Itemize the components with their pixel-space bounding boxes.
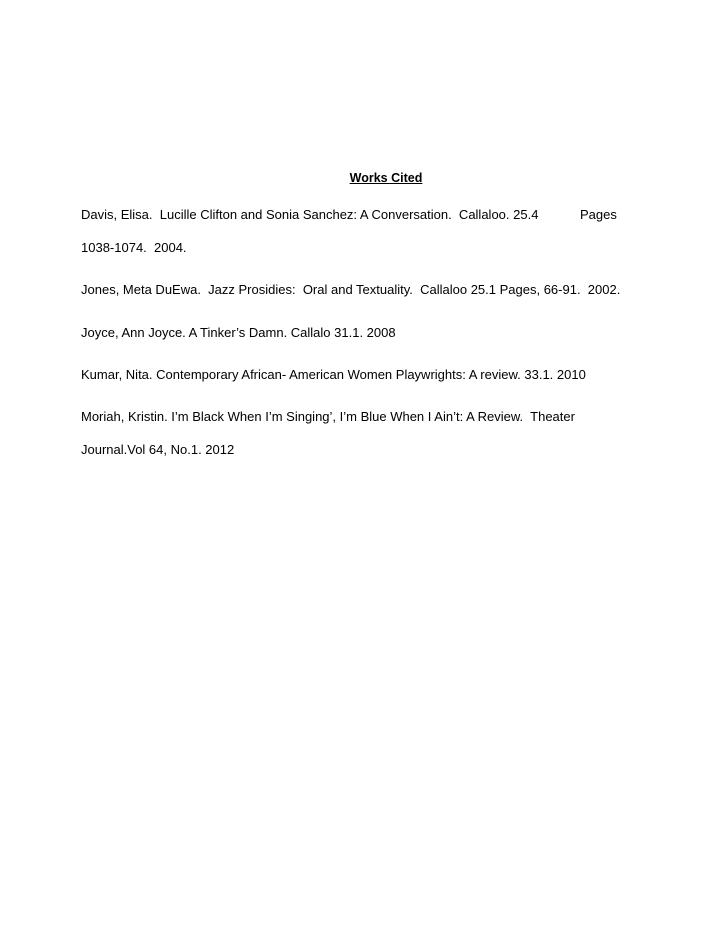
citation-jones: Jones, Meta DuEwa. Jazz Prosidies: Oral and Textuality. Callaloo 25.1 Pages, 66-91. 2002.	[81, 282, 621, 297]
citation-moriah-line-2: Journal.Vol 64, No.1. 2012	[81, 442, 235, 457]
citation-kumar: Kumar, Nita. Contemporary African- American Women Playwrights: A review. 33.1. 2010	[81, 367, 586, 382]
page-title: Works Cited	[349, 171, 423, 185]
citation-davis-line-2: 1038-1074. 2004.	[81, 240, 187, 255]
citation-moriah-line-1: Moriah, Kristin. I’m Black When I’m Singing’, I’m Blue When I Ain’t: A Review. Theater	[81, 409, 575, 424]
citation-joyce: Joyce, Ann Joyce. A Tinker’s Damn. Callalo 31.1. 2008	[81, 325, 396, 340]
citation-davis-line-1: Davis, Elisa. Lucille Clifton and Sonia Sanchez: A Conversation. Callaloo. 25.4	[81, 207, 539, 222]
citation-davis-pages-label: Pages	[580, 207, 617, 222]
